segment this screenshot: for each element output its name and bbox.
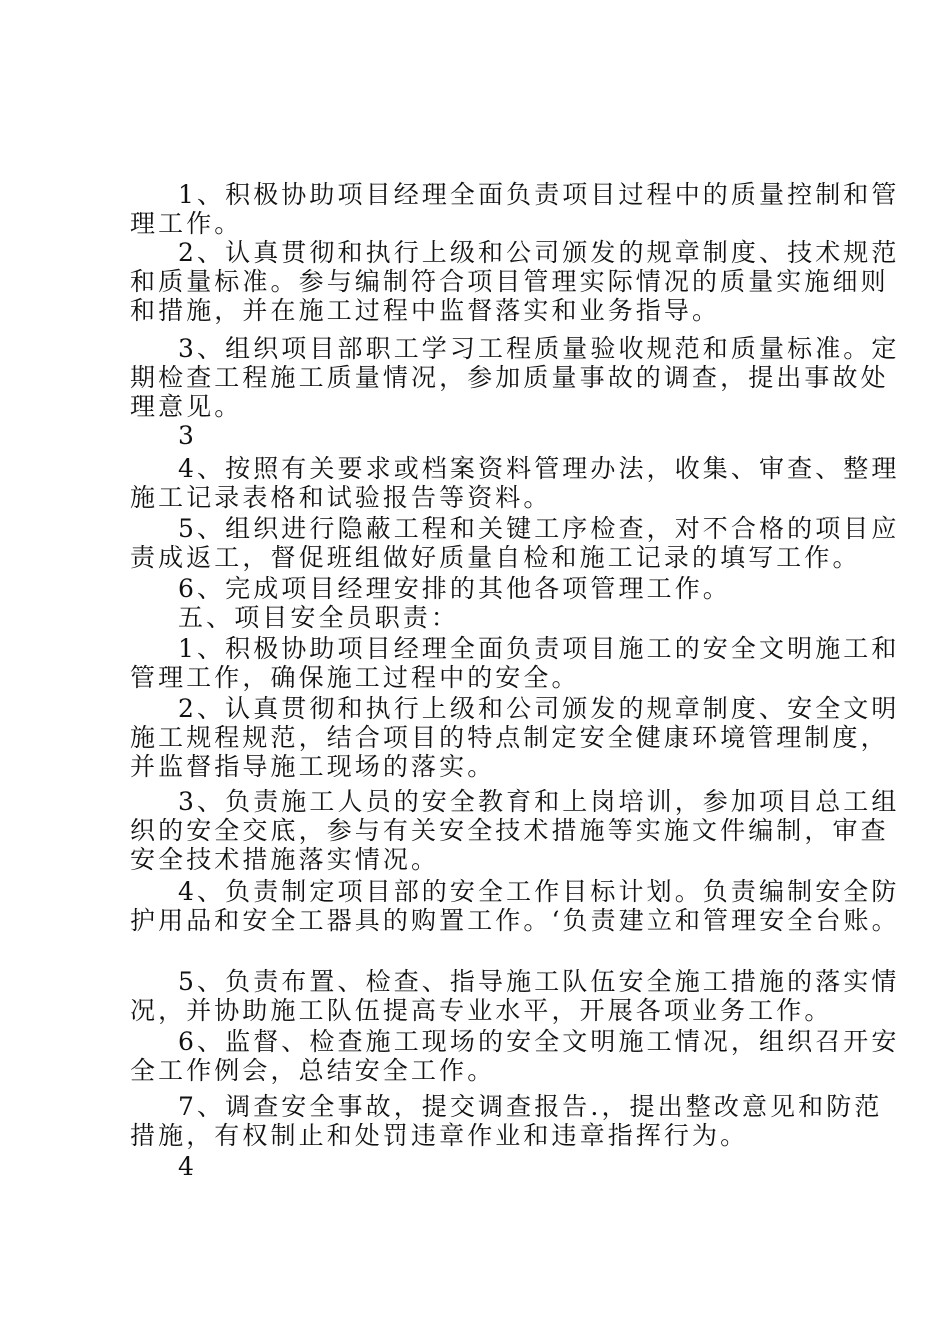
- paragraph-line: 3、组织项目部职工学习工程质量验收规范和质量标准。定: [178, 334, 900, 363]
- page-number: 4: [178, 1152, 198, 1181]
- paragraph-line: 护用品和安全工器具的购置工作。‘负责建立和管理安全台账。: [130, 906, 900, 935]
- paragraph-line: 1、积极协助项目经理全面负责项目过程中的质量控制和管: [178, 180, 900, 209]
- page-number: 3: [178, 421, 198, 450]
- paragraph-line: 4、按照有关要求或档案资料管理办法，收集、审查、整理: [178, 454, 900, 483]
- paragraph-line: 和质量标准。参与编制符合项目管理实际情况的质量实施细则: [130, 267, 889, 296]
- paragraph-line: 施工记录表格和试验报告等资料。: [130, 483, 552, 512]
- paragraph-line: 况，并协助施工队伍提高专业水平，开展各项业务工作。: [130, 996, 833, 1025]
- section-heading: 五、项目安全员职责：: [178, 603, 460, 632]
- paragraph-line: 6、监督、检查施工现场的安全文明施工情况，组织召开安: [178, 1027, 900, 1056]
- paragraph-line: 安全技术措施落实情况。: [130, 845, 440, 874]
- paragraph-line: 2、认真贯彻和执行上级和公司颁发的规章制度、安全文明: [178, 694, 900, 723]
- paragraph-line: 管理工作，确保施工过程中的安全。: [130, 663, 580, 692]
- paragraph-line: 期检查工程施工质量情况，参加质量事故的调查，提出事故处: [130, 363, 889, 392]
- paragraph-line: 3、负责施工人员的安全教育和上岗培训，参加项目总工组: [178, 787, 900, 816]
- paragraph-line: 理意见。: [130, 392, 243, 421]
- paragraph-line: 理工作。: [130, 209, 243, 238]
- paragraph-line: 织的安全交底，参与有关安全技术措施等实施文件编制，审查: [130, 816, 889, 845]
- paragraph-line: 5、组织进行隐蔽工程和关键工序检查，对不合格的项目应: [178, 514, 900, 543]
- paragraph-line: 和措施，并在施工过程中监督落实和业务指导。: [130, 296, 721, 325]
- paragraph-line: 1、积极协助项目经理全面负责项目施工的安全文明施工和: [178, 634, 900, 663]
- paragraph-line: 责成返工，督促班组做好质量自检和施工记录的填写工作。: [130, 543, 861, 572]
- paragraph-line: 5、负责布置、检查、指导施工队伍安全施工措施的落实情: [178, 967, 900, 996]
- paragraph-line: 全工作例会，总结安全工作。: [130, 1056, 496, 1085]
- paragraph-line: 并监督指导施工现场的落实。: [130, 752, 496, 781]
- paragraph-line: 4、负责制定项目部的安全工作目标计划。负责编制安全防: [178, 877, 900, 906]
- paragraph-line: 措施，有权制止和处罚违章作业和违章指挥行为。: [130, 1121, 749, 1150]
- paragraph-line: 2、认真贯彻和执行上级和公司颁发的规章制度、技术规范: [178, 238, 900, 267]
- paragraph-line: 6、完成项目经理安排的其他各项管理工作。: [178, 574, 731, 603]
- paragraph-line: 施工规程规范，结合项目的特点制定安全健康环境管理制度，: [130, 723, 889, 752]
- paragraph-line: 7、调查安全事故，提交调查报告.，提出整改意见和防范: [178, 1092, 883, 1121]
